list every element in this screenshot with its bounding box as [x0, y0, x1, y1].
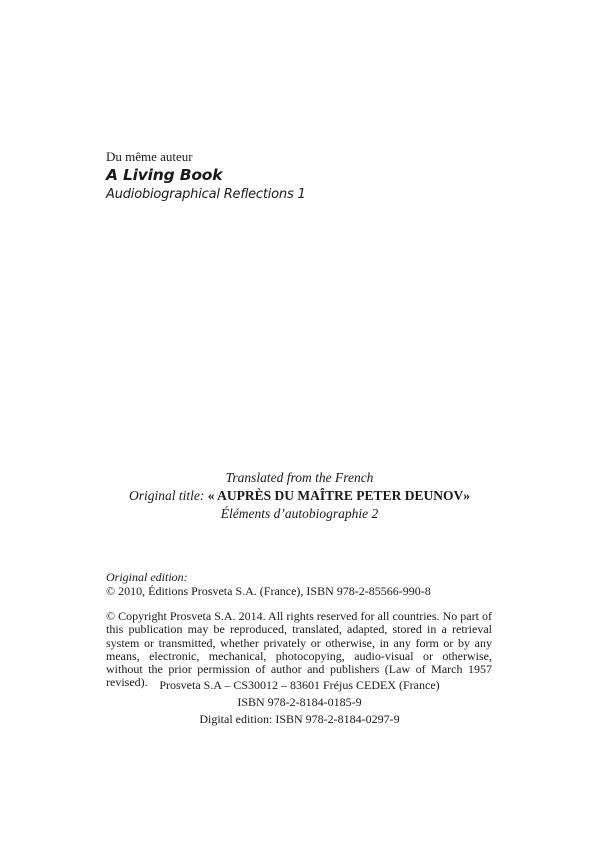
original-edition-label: Original edition:: [106, 570, 188, 584]
digital-edition-isbn: Digital edition: ISBN 978-2-8184-0297-9: [199, 712, 400, 726]
publisher-address: Prosveta S.A – CS30012 – 83601 Fréjus CEDEX (France): [159, 678, 440, 692]
translated-note: Translated from the French: [225, 470, 374, 485]
original-title-label: Original title:: [129, 488, 208, 503]
copyright-notice: © Copyright Prosveta S.A. 2014. All rights reserved for all countries. No part of this publication may be reproduced, translated, adapted, stored in a retrieval system or transmitted, whether privately or otherwise, in any form or by any means, electronic, mechanical, photocopying, audio-visual or otherwise, without the prior permission of author and publishers (Law of March 1957 revised).: [106, 609, 492, 690]
isbn: ISBN 978-2-8184-0185-9: [237, 695, 362, 709]
same-author-label: Du même auteur: [106, 149, 193, 164]
original-subtitle: Éléments d’autobiographie 2: [220, 506, 379, 521]
original-title: « AUPRÈS DU MAÎTRE PETER DEUNOV»: [207, 488, 470, 503]
original-edition: © 2010, Éditions Prosveta S.A. (France), ISBN 978-2-85566-990-8: [106, 584, 431, 598]
book-subtitle: Audiobiographical Reflections 1: [106, 187, 306, 202]
book-title: A Living Book: [106, 166, 223, 184]
original-title-line: [0, 488, 599, 504]
